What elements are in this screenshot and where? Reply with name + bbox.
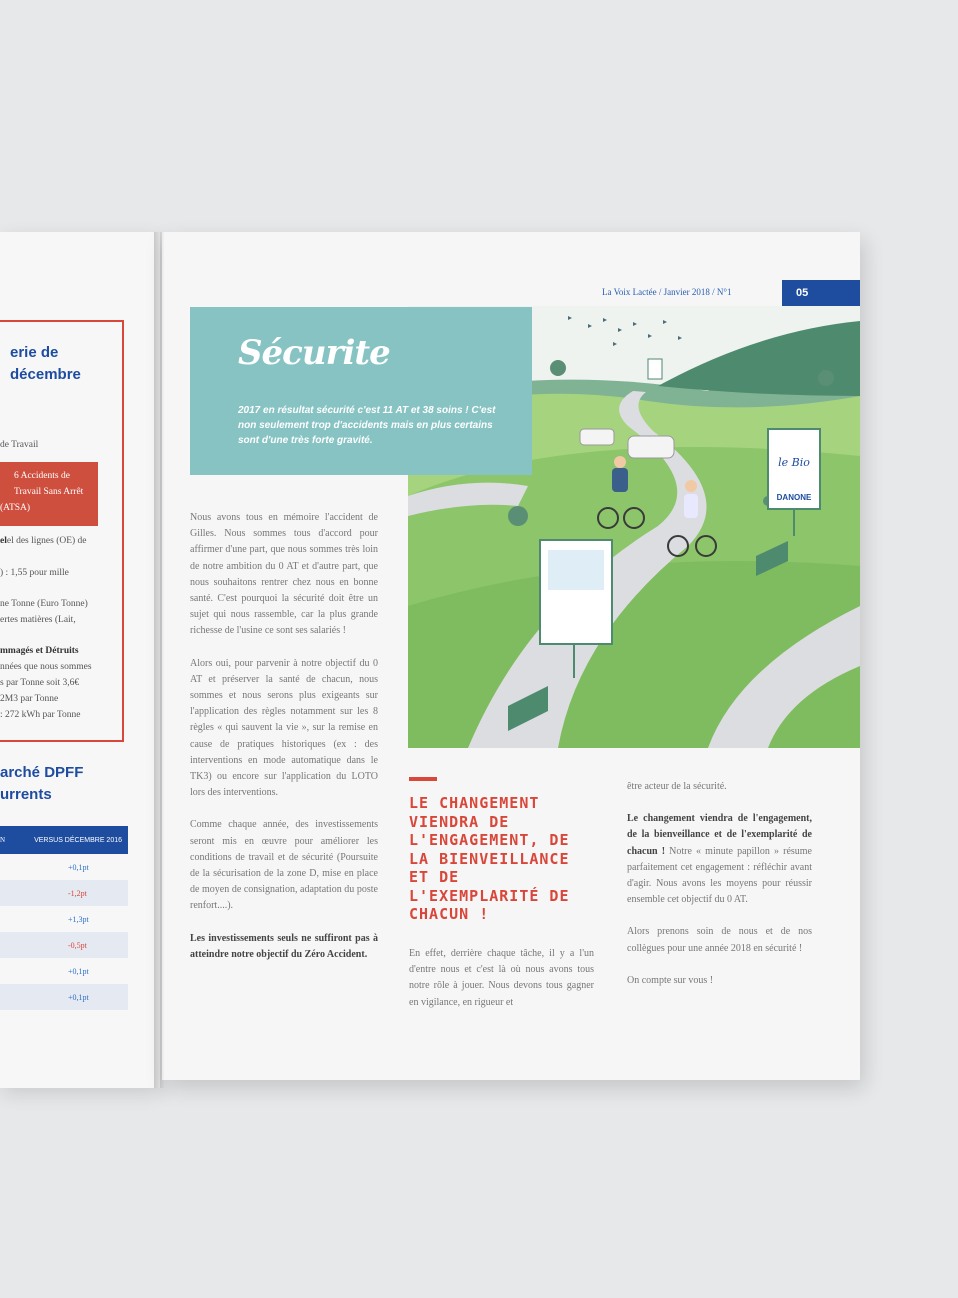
intro-text: 2017 en résultat sécurité c'est 11 AT et 38 soins ! C'est non seulement trop d'accidents mais en plus certains sont d'une très forte gravité. (238, 405, 496, 446)
article-column-1 (190, 510, 378, 979)
stat-line: de Travail (0, 440, 39, 450)
box-title-line-2: décembre (10, 366, 81, 383)
table-row (0, 906, 128, 932)
paragraph (190, 931, 378, 963)
table-row (0, 854, 128, 880)
stat-line: s par Tonne soit 3,6€ (0, 678, 80, 688)
paragraph: Nous avons tous en mémoire l'accident de Gilles. Nous sommes tous d'accord pour affirmer d'une part, que nous sommes très loin de notre ambition du 0 AT et d'autre part, que nous souhaitons rentrer chez nous en bonne santé. C'est pourquoi la sécurité doit être un sujet qui nous rassemble, car la plus grande richesse de l'usine ce sont ses salariés ! (190, 512, 378, 637)
illustration-brand-text: DANONE (776, 493, 812, 502)
paragraph: Alors oui, pour parvenir à notre objectif du 0 AT et préserver la santé de chacun, nous sommes et nous serons plus exigeants sur l'application des règles notamment sur les 8 règles « qui sauvent la vie », sur la remise en cause de pratiques historiques (ex : des interventions en mode automatique dans le TK3) ou encore sur l'application du LOTO lors des interventions. (190, 657, 378, 799)
table-cell: -0,5pt (68, 940, 87, 950)
running-head: La Voix Lactée / Janvier 2018 / N°1 (602, 287, 732, 297)
box-title-line-1: erie de (10, 344, 59, 361)
atsa-line: 6 Accidents de (14, 471, 70, 481)
table-header (0, 826, 128, 854)
table-cell: +0,1pt (68, 966, 89, 976)
paragraph: être acteur de la sécurité. (627, 781, 727, 792)
stat-line: ) : 1,55 pour mille (0, 568, 69, 578)
atsa-line: (ATSA) (0, 503, 31, 513)
paragraph: En effet, derrière chaque tâche, il y a l'un d'entre nous et c'est là où nous avons tous notre rôle à jouer. Nous devons tous gagner en vigilance, en rigueur et (409, 948, 594, 1008)
table-cell: -1,2pt (68, 888, 87, 898)
paragraph (627, 811, 812, 908)
accent-rule (409, 777, 437, 781)
comparison-table (0, 826, 128, 1010)
section-banner (190, 307, 532, 475)
book-spine-shadow (154, 232, 164, 1088)
page-number: 05 (782, 280, 860, 306)
right-page (162, 232, 860, 1080)
table-row (0, 958, 128, 984)
stat-line: elel des lignes (OE) de (0, 536, 87, 546)
stat-line: 2M3 par Tonne (0, 694, 59, 704)
table-cell: +0,1pt (68, 992, 89, 1002)
table-row (0, 932, 128, 958)
stat-line: ne Tonne (Euro Tonne) (0, 599, 88, 609)
illustration-sign-text: le Bio (778, 456, 810, 469)
stat-line: mmagés et Détruits (0, 646, 79, 656)
paragraph: Alors prenons soin de nous et de nos collègues pour une année 2018 en sécurité ! (627, 926, 812, 954)
table-row (0, 984, 128, 1010)
article-column-2 (409, 946, 594, 1027)
bold-paragraph: Les investissements seuls ne suffiront pas à atteindre notre objectif du Zéro Accident. (190, 932, 378, 960)
stat-line: nnées que nous sommes (0, 662, 92, 672)
paragraph: Comme chaque année, des investissements seront mis en œuvre pour améliorer les conditions de travail et de sécurité (Poursuite de la sécurisation de la zone D, mise en place de moyen de consignation, adaptation du poste renfort....). (190, 819, 378, 912)
pull-quote-headline: LE CHANGEMENT VIENDRA DE L'ENGAGEMENT, DE LA BIENVEILLANCE ET DE L'EXEMPLARITÉ DE CHACUN ! (409, 794, 570, 923)
table-header-cell: N (0, 836, 6, 844)
paragraph-rest: Notre « minute papillon » résume parfaitement cet engagement : réfléchir avant d'agir. Nous avons les moyens pour réussir ensemble cet objectif du 0 AT. (627, 845, 812, 906)
table-cell: +0,1pt (68, 862, 89, 872)
stat-line-text: el des lignes (OE) de (6, 536, 87, 546)
table-header-cell: VERSUS DÉCEMBRE 2016 (34, 836, 122, 844)
section-title: Sécurite (238, 333, 390, 373)
article-column-3 (627, 779, 812, 1005)
atsa-highlight (0, 462, 98, 526)
section-title: urrents (0, 786, 52, 803)
table-row (0, 880, 128, 906)
stat-line: : 272 kWh par Tonne (0, 710, 81, 720)
section-title: arché DPFF (0, 764, 84, 781)
bold-lead: Le changement viendra de l'engagement, de la bienveillance et de l'exemplarité de chacun ! (627, 813, 812, 857)
atsa-line: Travail Sans Arrêt (14, 487, 84, 497)
paragraph: On compte sur vous ! (627, 974, 714, 986)
stat-line: ertes matières (Lait, (0, 615, 76, 625)
table-cell: +1,3pt (68, 914, 89, 924)
left-page (0, 232, 160, 1088)
